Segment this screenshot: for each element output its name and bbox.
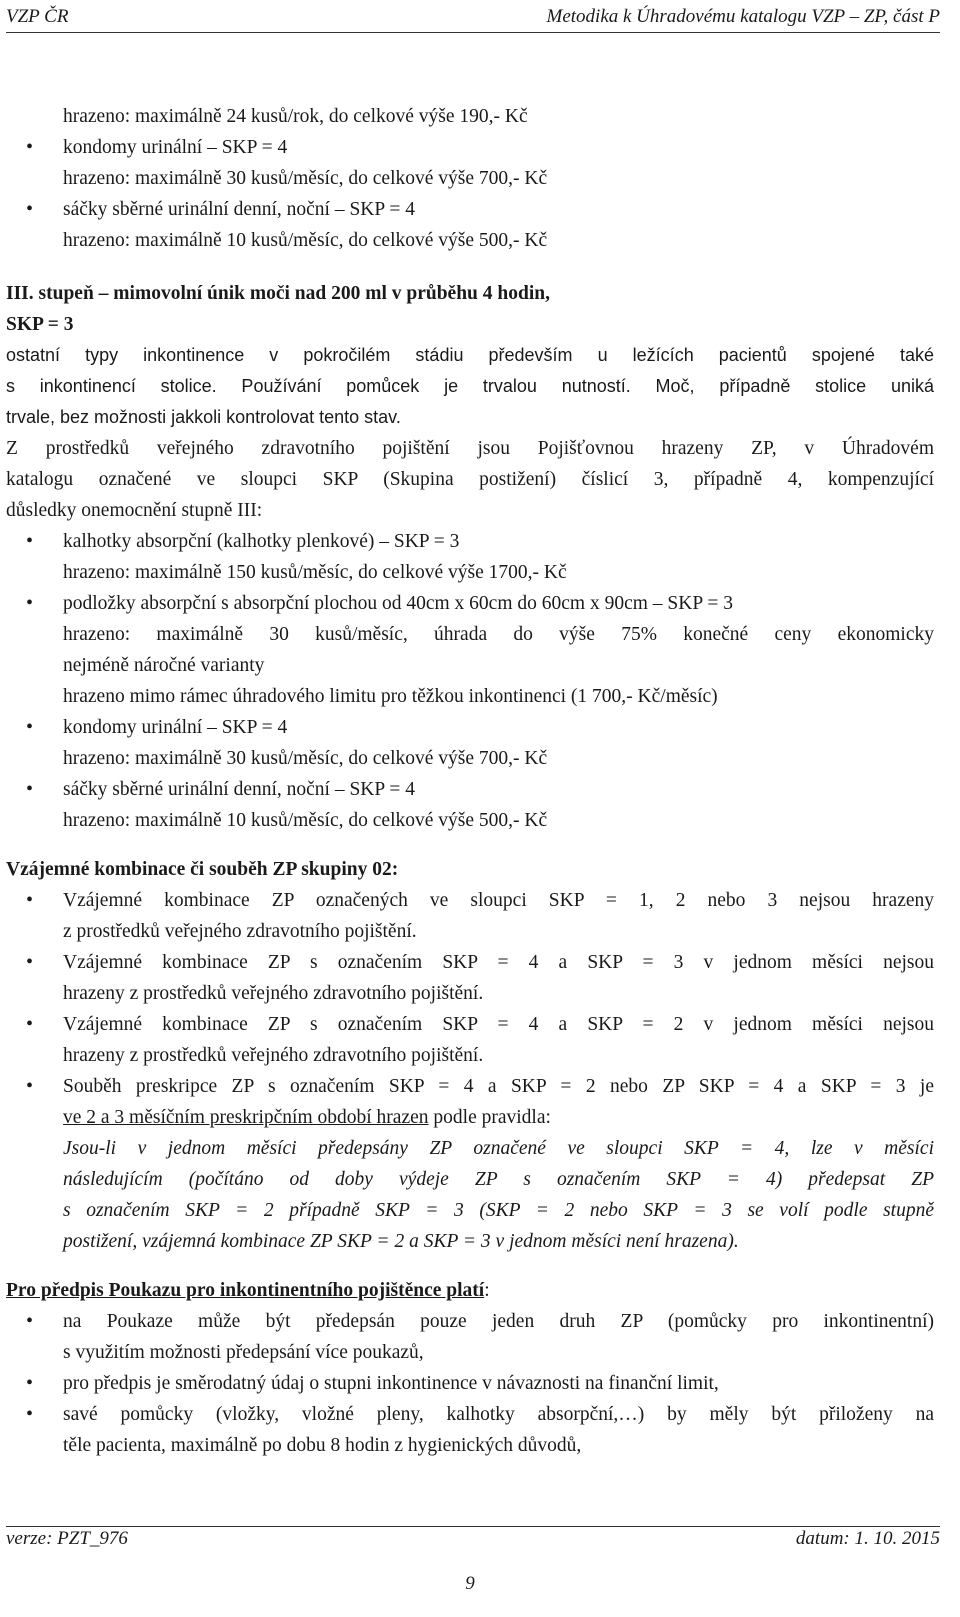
page-footer (6, 1526, 940, 1549)
stage3-description: s inkontinencí stolice. Používání pomůcek je trvalou nutností. Moč, případně stolice uniká (6, 376, 934, 396)
stage3-skp: SKP = 3 (6, 314, 74, 335)
footer-date: datum: 1. 10. 2015 (795, 1528, 940, 1549)
list-item: • kondomy urinální – SKP = 4 (6, 712, 934, 743)
paragraph-line: Z prostředků veřejného zdravotního pojištění jsou Pojišťovnou hrazeny ZP, v Úhradovém (6, 438, 934, 459)
stage3-description: trvale, bez možnosti jakkoli kontrolovat tento stav. (6, 407, 401, 427)
list-item: • na Poukaze může být předepsán pouze jeden druh ZP (pomůcky pro inkontinentní) (6, 1306, 934, 1337)
page-header (6, 6, 940, 33)
text-line: nejméně náročné varianty (63, 655, 265, 676)
text-line: hrazeno: maximálně 150 kusů/měsíc, do celkové výše 1700,- Kč (63, 562, 567, 583)
rule-text: následujícím (počítáno od doby výdeje ZP s označením SKP = 4) předepsat ZP (63, 1169, 934, 1190)
rule-text: Jsou-li v jednom měsíci předepsány ZP označené ve sloupci SKP = 4, lze v měsíci (63, 1138, 934, 1159)
list-item: • Vzájemné kombinace ZP označených ve sloupci SKP = 1, 2 nebo 3 nejsou hrazeny (6, 885, 934, 916)
text-line: hrazeno: maximálně 30 kusů/měsíc, úhrada do výše 75% konečné ceny ekonomicky (63, 624, 934, 645)
poukaz-heading-text: Pro předpis Poukazu pro inkontinentního pojištěnce platí (6, 1280, 485, 1301)
text-line: hrazeno: maximálně 10 kusů/měsíc, do celkové výše 500,- Kč (63, 230, 548, 251)
header-left: VZP ČR (6, 6, 69, 27)
paragraph-line: katalogu označené ve sloupci SKP (Skupina postižení) číslicí 3, případně 4, kompenzující (6, 469, 934, 490)
combos-heading: Vzájemné kombinace či souběh ZP skupiny 02: (6, 859, 399, 880)
list-item: • Vzájemné kombinace ZP s označením SKP = 4 a SKP = 3 v jednom měsíci nejsou (6, 947, 934, 978)
list-item: • kondomy urinální – SKP = 4 (6, 132, 934, 163)
footer-version: verze: PZT_976 (6, 1528, 128, 1549)
text-line: z prostředků veřejného zdravotního pojištění. (63, 921, 417, 942)
poukaz-heading (6, 1275, 934, 1306)
stage3-heading: III. stupeň – mimovolní únik moči nad 200 ml v průběhu 4 hodin, (6, 283, 550, 304)
list-item: • pro předpis je směrodatný údaj o stupni inkontinence v návaznosti na finanční limit, (6, 1368, 934, 1399)
stage3-description: ostatní typy inkontinence v pokročilém stádiu především u ležících pacientů spojené také (6, 345, 934, 365)
list-item: • Vzájemné kombinace ZP s označením SKP = 4 a SKP = 2 v jednom měsíci nejsou (6, 1009, 934, 1040)
rule-text: postižení, vzájemná kombinace ZP SKP = 2 a SKP = 3 v jednom měsíci není hrazena). (63, 1231, 739, 1252)
list-item: • sáčky sběrné urinální denní, noční – SKP = 4 (6, 194, 934, 225)
text-line: hrazeny z prostředků veřejného zdravotního pojištění. (63, 1045, 484, 1066)
header-title: Metodika k Úhradovému katalogu VZP – ZP, část P (546, 6, 940, 27)
text-line: hrazeno mimo rámec úhradového limitu pro těžkou inkontinenci (1 700,- Kč/měsíc) (63, 686, 718, 707)
text-line: těle pacienta, maximálně po dobu 8 hodin z hygienických důvodů, (63, 1435, 582, 1456)
text-line: hrazeno: maximálně 30 kusů/měsíc, do celkové výše 700,- Kč (63, 168, 548, 189)
text-line: s využitím možnosti předepsání více poukazů, (63, 1342, 424, 1363)
list-item: • savé pomůcky (vložky, vložné pleny, kalhotky absorpční,…) by měly být přiloženy na (6, 1399, 934, 1430)
rule-text: s označením SKP = 2 případně SKP = 3 (SKP = 2 nebo SKP = 3 se volí podle stupně (63, 1200, 934, 1221)
document-body (6, 101, 934, 1461)
paragraph-line: důsledky onemocnění stupně III: (6, 500, 263, 521)
text-span: podle pravidla: (428, 1107, 551, 1128)
list-item: • Souběh preskripce ZP s označením SKP = 4 a SKP = 2 nebo ZP SKP = 4 a SKP = 3 je (6, 1071, 934, 1102)
underlined-text: ve 2 a 3 měsíčním preskripčním období hrazen (63, 1107, 429, 1128)
text-line: hrazeny z prostředků veřejného zdravotního pojištění. (63, 983, 484, 1004)
text-line: hrazeno: maximálně 24 kusů/rok, do celkové výše 190,- Kč (63, 106, 528, 127)
list-item: • podložky absorpční s absorpční plochou od 40cm x 60cm do 60cm x 90cm – SKP = 3 (6, 588, 934, 619)
list-item: • sáčky sběrné urinální denní, noční – SKP = 4 (6, 774, 934, 805)
page-number: 9 (465, 1573, 475, 1594)
text-line: hrazeno: maximálně 10 kusů/měsíc, do celkové výše 500,- Kč (63, 810, 548, 831)
text-span: : (484, 1280, 490, 1301)
text-line: hrazeno: maximálně 30 kusů/měsíc, do celkové výše 700,- Kč (63, 748, 548, 769)
text-line (6, 1102, 934, 1133)
list-item: • kalhotky absorpční (kalhotky plenkové) – SKP = 3 (6, 526, 934, 557)
